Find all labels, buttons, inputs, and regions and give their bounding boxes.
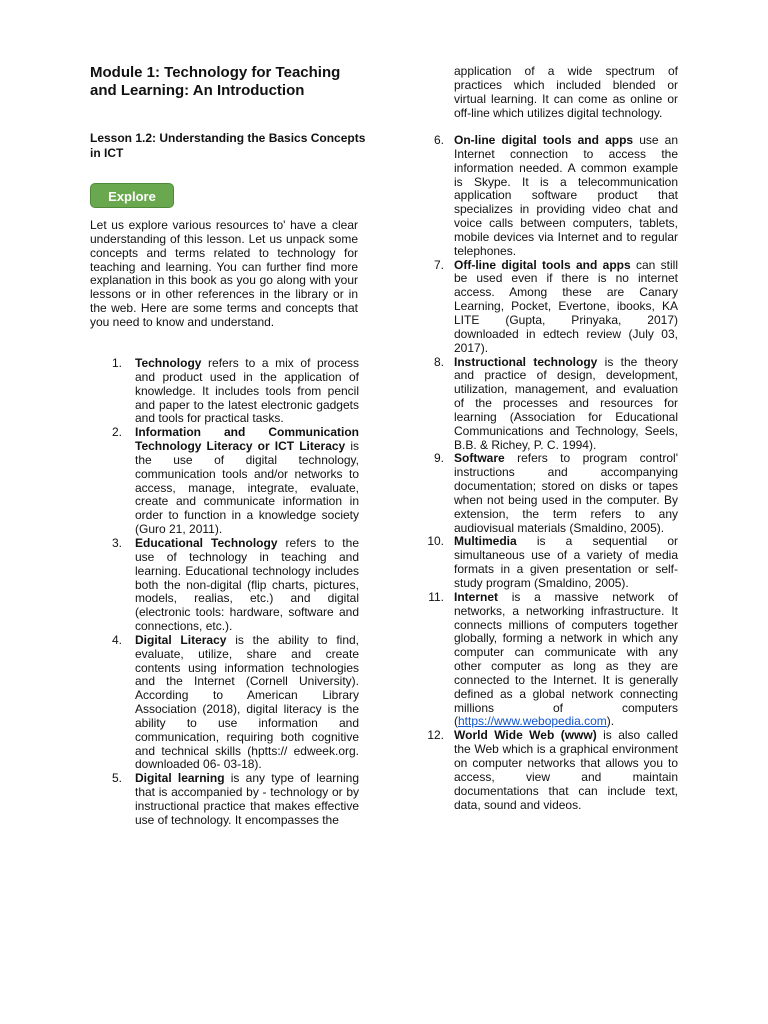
item-text: is the ability to find, evaluate, utilize, share and create contents using information technologies and the Internet (Cornell University). According to American Library Association (2018), digital literacy is the ability to use information and communication, requiring both cognitive and technical skills (hptts:// edweek.org. downloaded 06- 03-18). <box>135 632 360 772</box>
terms-list-left <box>111 356 360 828</box>
continuation-text: application of a wide spectrum of practices which included blended or virtual learning. It can come as online or off-line which utilizes digital technology. <box>454 64 678 120</box>
item-text: is any type of learning that is accompanied by - technology or by instructional practice that makes effective use of technology. It encompasses the <box>135 771 359 827</box>
item-text: is the use of digital technology, communication tools and/or networks to access, manage, integrate, evaluate, create and communicate information in order to function in a knowledge society (Guro 21, 2011). <box>135 439 359 537</box>
list-item <box>427 728 678 812</box>
item-text: is a sequential or simultaneous use of a variety of media formats in a given presentation or self-study program (Smaldino, 2005). <box>454 534 678 590</box>
list-item <box>433 451 678 535</box>
list-item <box>433 133 678 259</box>
list-item <box>111 356 359 426</box>
item-term: On-line digital tools and apps <box>454 133 634 147</box>
item-text: is the theory and practice of design, development, utilization, management, and evaluation of the processes and resources for learning (Association for Educational Communications and Technology, Seels, B.B. & Richey, P. C. 1994). <box>454 354 679 452</box>
list-item <box>111 771 359 827</box>
list-item <box>111 632 360 772</box>
item-number: 2. <box>111 425 122 440</box>
item-text-after: ). <box>606 714 615 729</box>
item-term: Digital learning <box>135 771 225 786</box>
list-item <box>433 257 678 356</box>
item-text: can still be used even if there is no internet access. Among these are Canary Learning, Pocket, Evertone, ibooks, KA LITE (Gupta, Prinyaka, 2017) downloaded in edtech review (July 03, 2017). <box>454 257 678 355</box>
terms-list-right <box>427 133 679 812</box>
item-number: 3. <box>111 535 122 550</box>
list-item <box>427 534 678 590</box>
item-text: is also called the Web which is a graphical environment on computer networks that allows you to access, view and maintain documentations that can include text, data, sound and videos. <box>454 728 678 812</box>
item-term: World Wide Web (www) <box>454 728 597 743</box>
item-term: Digital Literacy <box>135 632 227 647</box>
item-number: 1. <box>111 356 122 370</box>
explore-badge: Explore <box>90 183 174 208</box>
item-term: Technology <box>135 356 202 370</box>
item-number: 8. <box>433 354 444 369</box>
item-term: Educational Technology <box>135 535 278 550</box>
item-text: refers to the use of technology in teaching and learning. Educational technology includes both the non-digital (flip charts, pictures, models, realias, etc.) and digital (electronic tools: hardware, software and connections, etc.). <box>135 535 359 634</box>
item-term: Internet <box>454 589 499 604</box>
item-text: is a massive network of networks, a networking infrastructure. It connects millions of computers together globally, forming a network in which any computer can communicate with any other computer as long as they are connected to the Internet. It is generally defined as a global network connecting millions of computers ( <box>454 589 678 729</box>
item-term: Information and Communication Technology Literacy or ICT Literacy <box>135 425 359 454</box>
item-number: 4. <box>111 632 122 647</box>
webopedia-link[interactable]: https://www.webopedia.com <box>458 714 607 729</box>
item-number: 10. <box>427 534 444 549</box>
list-item <box>111 425 359 537</box>
intro-paragraph: Let us explore various resources to' have a clear understanding of this lesson. Let us unpack some concepts and terms related to technology for teaching and learning. You can further find more explanation in this book as you go along with your lessons or in other references in the library or in the web. Here are some terms and concepts that you need to know and understand. <box>90 218 358 329</box>
item-term: Multimedia <box>454 534 517 549</box>
item-number: 9. <box>433 451 444 466</box>
item-number: 7. <box>433 257 444 272</box>
item-term: Software <box>454 451 505 466</box>
item-number: 12. <box>427 728 444 743</box>
item-text: refers to program control' instructions and accompanying documentation; stored on disks or tapes when not being used in the computer. By extension, the term refers to any audiovisual materials (Smaldino, 2005). <box>454 451 678 535</box>
list-item <box>428 589 678 729</box>
module-title: Module 1: Technology for Teaching and Learning: An Introduction <box>90 64 341 99</box>
item-number: 6. <box>433 133 444 147</box>
item-number: 5. <box>111 771 122 786</box>
item-number: 11. <box>428 589 444 604</box>
item-text: use an Internet connection to access the information needed. A common example is Skype. It is a telecommunication application software product that specializes in providing video chat and voice calls between computers, tablets, mobile devices via Internet and to regular telephones. <box>454 133 678 258</box>
list-item <box>433 354 679 453</box>
item-text: refers to a mix of process and product used in the application of knowledge. It includes tools from pencil and paper to the latest electronic gadgets and tools for practical tasks. <box>135 356 359 426</box>
list-item <box>111 535 359 634</box>
lesson-title: Lesson 1.2: Understanding the Basics Concepts in ICT <box>90 131 366 160</box>
item-term: Off-line digital tools and apps <box>454 257 631 272</box>
item-term: Instructional technology <box>454 354 598 369</box>
